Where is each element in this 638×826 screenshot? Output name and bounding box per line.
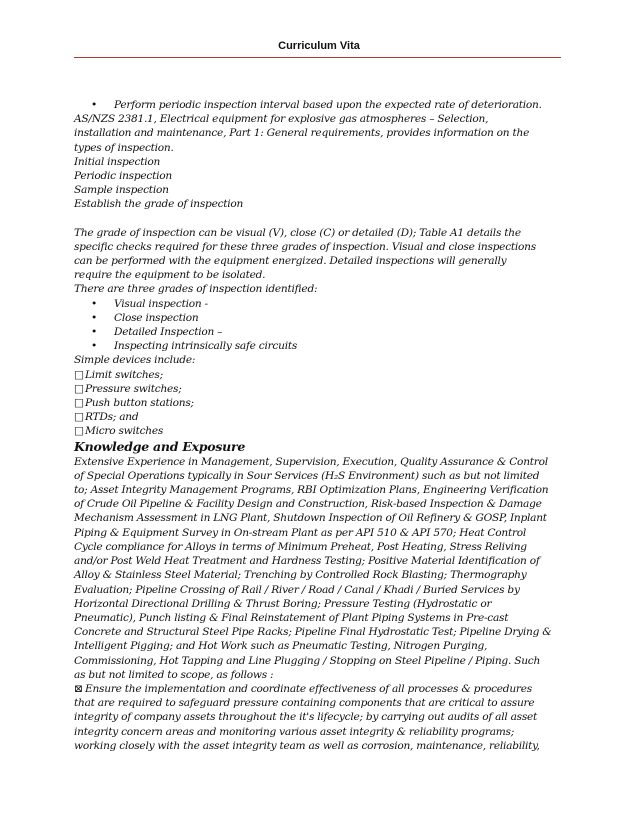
text-line: Concrete and Structural Steel Pipe Racks; Pipeline Final Hydrostatic Test; Pipeline Drying & (74, 626, 552, 639)
text-line: AS/NZS 2381.1, Electrical equipment for explosive gas atmospheres – Selection, (74, 113, 489, 126)
device-item (74, 424, 554, 438)
bullet-icon: • (91, 297, 97, 310)
text-line: specific checks required for these three grades of inspection. Visual and close inspections (74, 240, 536, 253)
text-line: and/or Post Weld Heat Treatment and Hardness Testing; Positive Material Identification of (74, 555, 540, 568)
text-line: of Special Operations typically in Sour Services (H₂S Environment) such as but not limited (74, 469, 540, 482)
text-line: Establish the grade of inspection (74, 198, 244, 211)
box-icon: □ (74, 425, 84, 438)
grade-text: Visual inspection - (114, 297, 208, 310)
box-icon: □ (74, 382, 84, 395)
text-line: Sample inspection (74, 184, 169, 197)
text-line: Piping & Equipment Survey in On-stream Plant as per API 510 & API 570; Heat Control (74, 526, 527, 539)
bullet-icon: • (91, 311, 97, 324)
text-line: Horizontal Directional Drilling & Thrust Boring; Pressure Testing (Hydrostatic or (74, 597, 492, 610)
text-line: types of inspection. (74, 141, 174, 154)
device-text: Push button stations; (85, 397, 194, 410)
text-line: to; Asset Integrity Management Programs, RBI Optimization Plans, Engineering Verification (74, 484, 549, 497)
text-line: as but not limited to scope, as follows : (74, 668, 274, 681)
grade-text: Detailed Inspection – (114, 326, 223, 339)
device-item (74, 368, 554, 382)
grade-item (74, 297, 554, 311)
text-line: Evaluation; Pipeline Crossing of Rail / River / Road / Canal / Khadi / Buried Services by (74, 583, 520, 596)
device-text: Pressure switches; (85, 382, 182, 395)
text-line: Pneumatic), Punch listing & Final Reinstatement of Plant Piping Systems in Pre-cast (74, 611, 509, 624)
box-icon: □ (74, 397, 84, 410)
bullet-icon: • (91, 99, 97, 111)
text-line: Commissioning, Hot Tapping and Line Plugging / Stopping on Steel Pipeline / Piping. Such (74, 654, 541, 667)
text-line: installation and maintenance, Part 1: General requirements, provides information on the (74, 127, 530, 140)
text-line: Initial inspection (74, 155, 161, 168)
device-item (74, 382, 554, 396)
page-header-title: Curriculum Vita (278, 40, 360, 52)
text-line: Periodic inspection (74, 170, 172, 183)
device-item (74, 410, 554, 424)
grade-text: Inspecting intrinsically safe circuits (114, 340, 298, 353)
text-line: There are three grades of inspection identified: (74, 283, 318, 296)
checkbox-icon: ⊠ (74, 682, 83, 695)
bullet-item (74, 98, 554, 112)
text-line: Mechanism Assessment in LNG Plant, Shutdown Inspection of Oil Refinery & GOSP, Inplant (74, 512, 547, 525)
document-body (74, 98, 554, 753)
bullet-icon: • (91, 326, 97, 339)
paragraph-gap (74, 212, 554, 226)
text-line: that are required to safeguard pressure containing components that are critical to assure (74, 697, 535, 710)
box-icon: □ (74, 411, 84, 424)
device-text: Micro switches (85, 425, 164, 438)
text-line: Extensive Experience in Management, Supervision, Execution, Quality Assurance & Control (74, 455, 548, 468)
grade-item (74, 325, 554, 339)
grade-text: Close inspection (114, 311, 199, 324)
device-text: RTDs; and (85, 411, 139, 424)
grade-item (74, 339, 554, 353)
text-line: can be performed with the equipment energized. Detailed inspections will generally (74, 255, 507, 268)
text-line: Alloy & Stainless Steel Material; Trenching by Controlled Rock Blasting; Thermography (74, 569, 527, 582)
box-icon: □ (74, 368, 84, 381)
text-line: require the equipment to be isolated. (74, 269, 266, 282)
text-line: Cycle compliance for Alloys in terms of Minimum Preheat, Post Heating, Stress Reliving (74, 540, 527, 553)
device-item (74, 396, 554, 410)
device-text: Limit switches; (85, 368, 163, 381)
ensure-line (74, 682, 554, 696)
text-line: integrity of company assets throughout the it's lifecycle; by carrying out audits of all asset (74, 711, 538, 724)
bullet-text: Perform periodic inspection interval based upon the expected rate of deterioration. (114, 99, 542, 111)
text-line: integrity concern areas and monitoring various asset integrity & reliability programs; (74, 725, 515, 738)
text-line: Intelligent Pigging; and Hot Work such as Pneumatic Testing, Nitrogen Purging, (74, 640, 488, 653)
ensure-text: Ensure the implementation and coordinate effectiveness of all processes & procedures (85, 682, 532, 695)
simple-devices-label: Simple devices include: (74, 354, 196, 367)
text-line: of Crude Oil Pipeline & Facility Design and Construction, Risk-based Inspection & Damage (74, 498, 542, 511)
grade-item (74, 311, 554, 325)
header-divider (74, 57, 561, 58)
section-heading: Knowledge and Exposure (74, 438, 246, 454)
bullet-icon: • (91, 340, 97, 353)
text-line: working closely with the asset integrity team as well as corrosion, maintenance, reliability, (74, 739, 540, 752)
text-line: The grade of inspection can be visual (V), close (C) or detailed (D); Table A1 details the (74, 226, 521, 239)
